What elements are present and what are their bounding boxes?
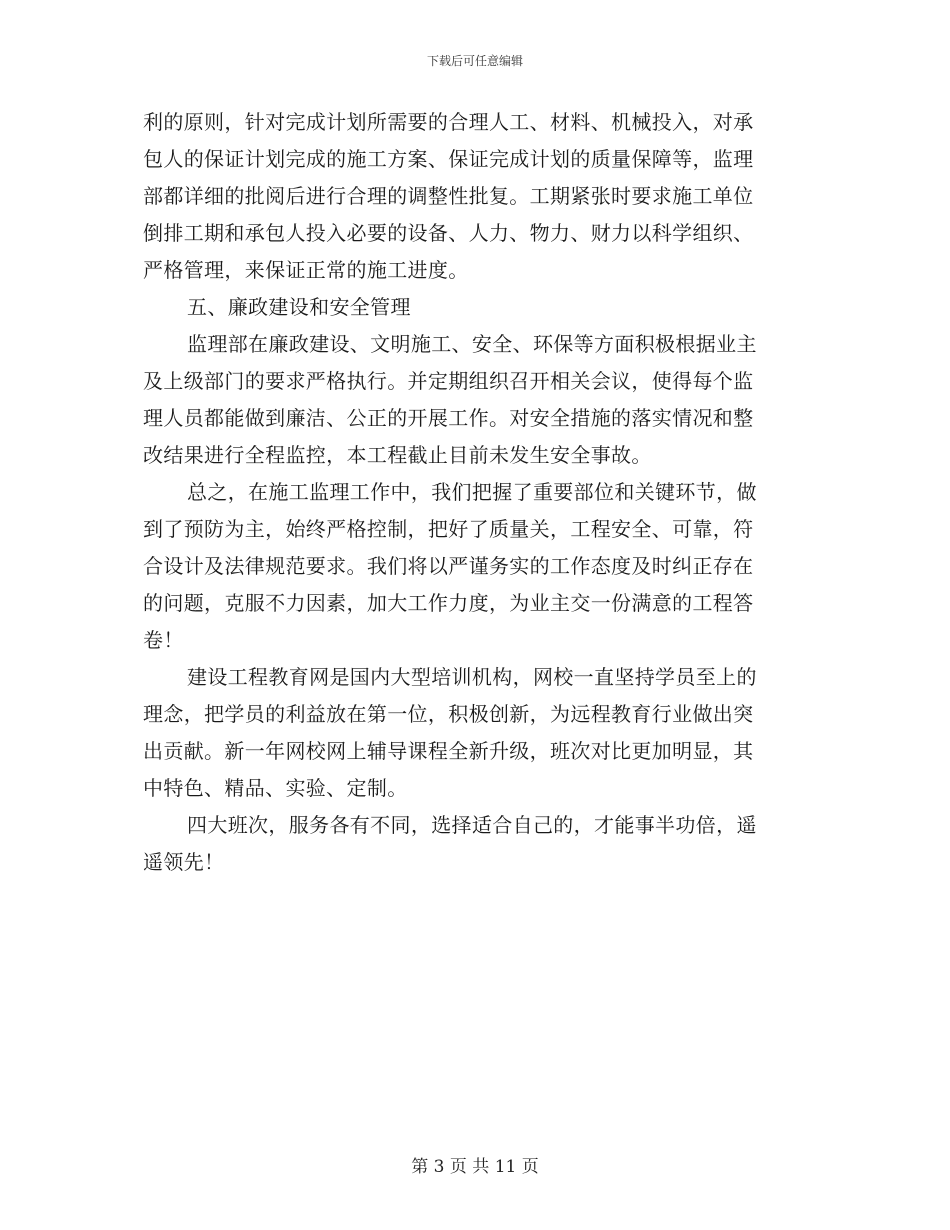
body-line: 及上级部门的要求严格执行。并定期组织召开相关会议，使得每个监 xyxy=(143,369,754,393)
body-line: 的问题，克服不力因素，加大工作力度，为业主交一份满意的工程答 xyxy=(143,591,754,615)
document-body xyxy=(143,104,803,881)
body-line: 部都详细的批阅后进行合理的调整性批复。工期紧张时要求施工单位 xyxy=(143,184,754,208)
paragraph-start-line: 总之，在施工监理工作中，我们把握了重要部位和关键环节，做 xyxy=(187,480,757,504)
page-header-note: 下载后可任意编辑 xyxy=(426,54,523,68)
body-line: 利的原则，针对完成计划所需要的合理人工、材料、机械投入，对承 xyxy=(143,110,754,134)
paragraph-start-line: 监理部在廉政建设、文明施工、安全、环保等方面积极根据业主 xyxy=(187,332,757,356)
body-line: 理念，把学员的利益放在第一位，积极创新，为远程教育行业做出突 xyxy=(143,702,754,726)
body-line: 遥领先！ xyxy=(143,850,225,874)
body-line: 包人的保证计划完成的施工方案、保证完成计划的质量保障等，监理 xyxy=(143,147,754,171)
body-line: 严格管理，来保证正常的施工进度。 xyxy=(143,258,469,282)
body-line: 理人员都能做到廉洁、公正的开展工作。对安全措施的落实情况和整 xyxy=(143,406,754,430)
body-line: 倒排工期和承包人投入必要的设备、人力、物力、财力以科学组织、 xyxy=(143,221,754,245)
section-heading: 五、廉政建设和安全管理 xyxy=(187,295,411,319)
body-line: 到了预防为主，始终严格控制，把好了质量关，工程安全、可靠，符 xyxy=(143,517,754,541)
body-line: 改结果进行全程监控，本工程截止目前未发生安全事故。 xyxy=(143,443,652,467)
paragraph-start-line: 建设工程教育网是国内大型培训机构，网校一直坚持学员至上的 xyxy=(187,665,757,689)
page-number-footer xyxy=(0,1152,950,1177)
body-line: 出贡献。新一年网校网上辅导课程全新升级，班次对比更加明显，其 xyxy=(143,739,754,763)
body-line: 卷！ xyxy=(143,628,184,652)
body-line: 中特色、精品、实验、定制。 xyxy=(143,776,408,800)
paragraph-start-line: 四大班次，服务各有不同，选择适合自己的，才能事半功倍，遥 xyxy=(187,813,757,837)
page-number-label: 第 3 页 共 11 页 xyxy=(411,1157,539,1177)
body-line: 合设计及法律规范要求。我们将以严谨务实的工作态度及时纠正存在 xyxy=(143,554,754,578)
